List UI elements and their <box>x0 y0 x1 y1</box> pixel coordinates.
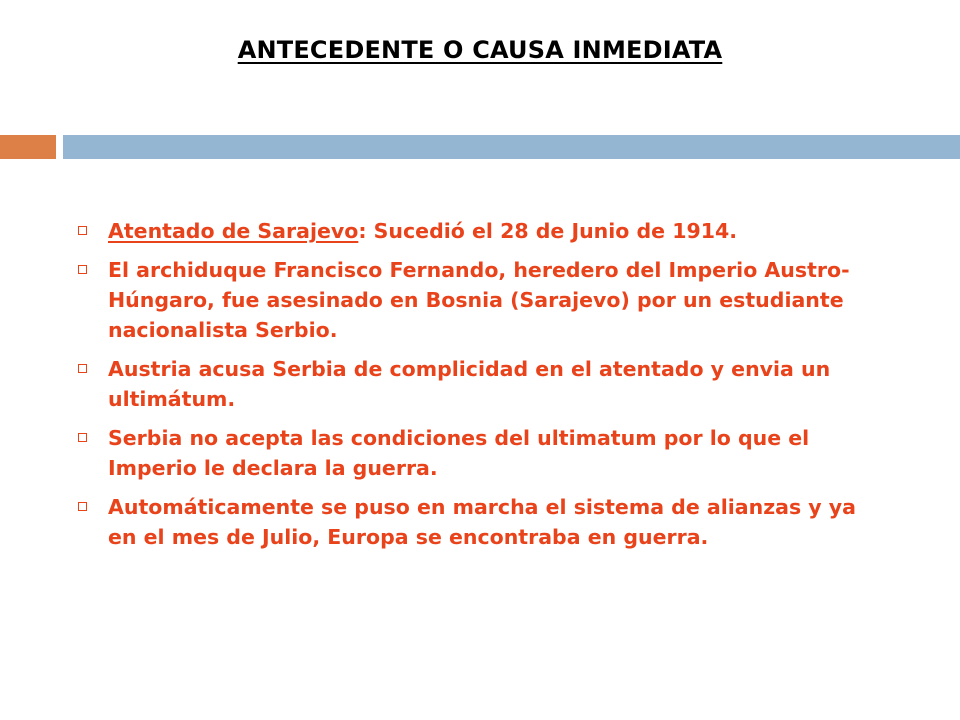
bullet-text: El archiduque Francisco Fernando, heredero del Imperio Austro-Húngaro, fue asesinado en Bosnia (Sarajevo) por un estudiante nacionalista Serbio. <box>108 258 850 342</box>
bullet-item <box>72 216 862 246</box>
bullet-text: Automáticamente se puso en marcha el sistema de alianzas y ya en el mes de Julio, Europa se encontraba en guerra. <box>108 495 856 549</box>
hollow-square-icon <box>78 433 87 442</box>
bullet-text: : Sucedió el 28 de Junio de 1914. <box>358 219 738 243</box>
accent-bar-orange <box>0 135 56 159</box>
hollow-square-icon <box>78 364 87 373</box>
bullet-item <box>72 492 862 552</box>
bullet-text: Austria acusa Serbia de complicidad en el atentado y envia un ultimátum. <box>108 357 831 411</box>
hollow-square-icon <box>78 265 87 274</box>
hollow-square-icon <box>78 502 87 511</box>
bullet-text: Serbia no acepta las condiciones del ultimatum por lo que el Imperio le declara la guerra. <box>108 426 810 480</box>
accent-bar-blue <box>63 135 960 159</box>
bullet-item <box>72 255 862 345</box>
slide-title: ANTECEDENTE O CAUSA INMEDIATA <box>237 36 723 64</box>
bullet-item <box>72 423 862 483</box>
bullet-underlined-text: Atentado de Sarajevo <box>108 219 359 243</box>
bullet-list <box>72 216 862 561</box>
bullet-item <box>72 354 862 414</box>
hollow-square-icon <box>78 226 87 235</box>
